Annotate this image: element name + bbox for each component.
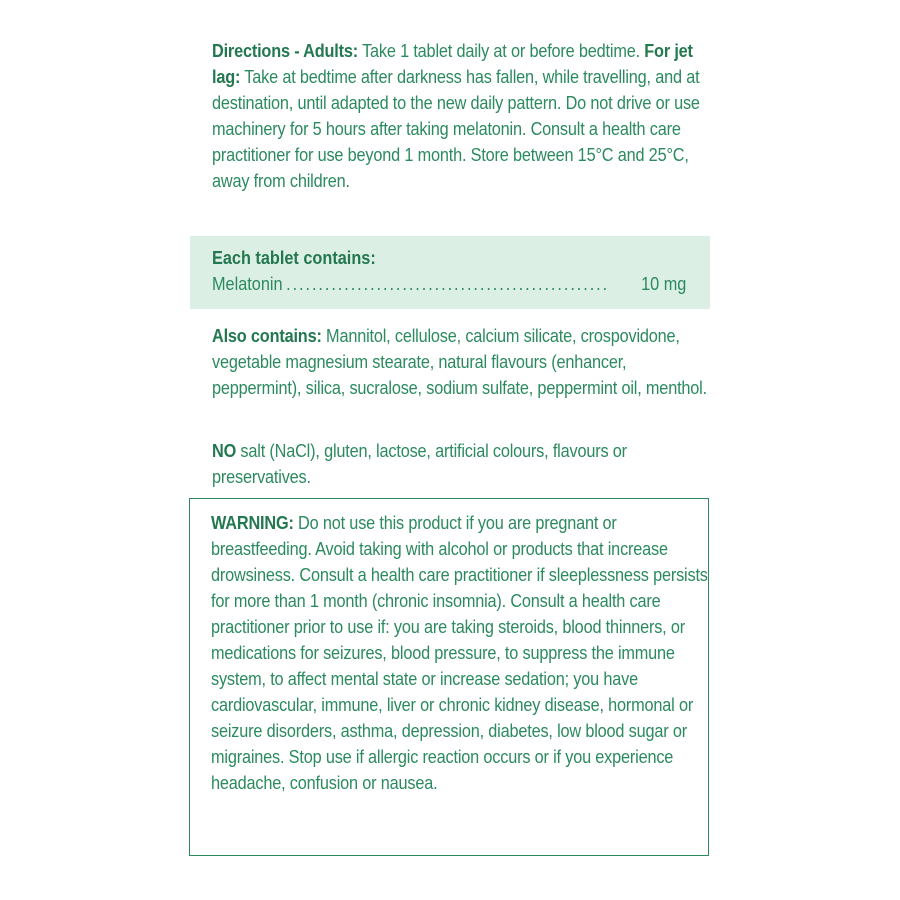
directions-adults-text: Take 1 tablet daily at or before bedtime.: [358, 40, 645, 61]
warning-text: Do not use this product if you are pregnant or breastfeeding. Avoid taking with alcohol or products that increase drowsiness. Consult a health care practitioner if sleeplessness persists for more than 1 month (chronic insomnia). Consult a health care practitioner prior to use if: you are taking steroids, blood thinners, or medications for seizures, blood pressure, to suppress the immune system, to affect mental state or increase sedation; you have cardiovascular, immune, liver or chronic kidney disease, hormonal or seizure disorders, asthma, depression, diabetes, low blood sugar or migraines. Stop use if allergic reaction occurs or if you experience headache, confusion or nausea.: [211, 512, 708, 793]
free-of-label: NO: [212, 440, 237, 461]
ingredient-row: [212, 271, 686, 297]
warning-label: WARNING:: [211, 512, 294, 533]
warning-box: [189, 498, 709, 856]
ingredients-panel: [190, 236, 710, 309]
ingredient-name: Melatonin: [212, 273, 283, 294]
directions-jetlag-label: For jet lag:: [212, 40, 693, 87]
also-contains-paragraph: [212, 323, 714, 401]
ingredient-amount: 10 mg: [641, 273, 687, 294]
directions-adults-label: Directions - Adults:: [212, 40, 359, 61]
leader-dots: ..................................................: [286, 273, 610, 294]
directions-paragraph: [212, 38, 714, 194]
directions-jetlag-text: Take at bedtime after darkness has fallen, while travelling, and at destination, until adapted to the new daily pattern. Do not drive or use machinery for 5 hours after taking melatonin. Consult a health care practitioner for use beyond 1 month. Store between 15°C and 25°C, away from children.: [212, 66, 700, 191]
ingredients-title: Each tablet contains:: [212, 247, 376, 268]
free-of-text: salt (NaCl), gluten, lactose, artificial colours, flavours or preservatives.: [212, 440, 627, 487]
also-contains-section: [212, 323, 732, 401]
free-of-paragraph: [212, 438, 714, 490]
directions-section: [190, 38, 710, 194]
also-contains-label: Also contains:: [212, 325, 322, 346]
also-contains-text: Mannitol, cellulose, calcium silicate, crospovidone, vegetable magnesium stearate, natural flavours (enhancer, peppermint), silica, sucralose, sodium sulfate, peppermint oil, menthol.: [212, 325, 707, 398]
free-of-section: [212, 438, 732, 490]
warning-paragraph: [211, 510, 713, 796]
